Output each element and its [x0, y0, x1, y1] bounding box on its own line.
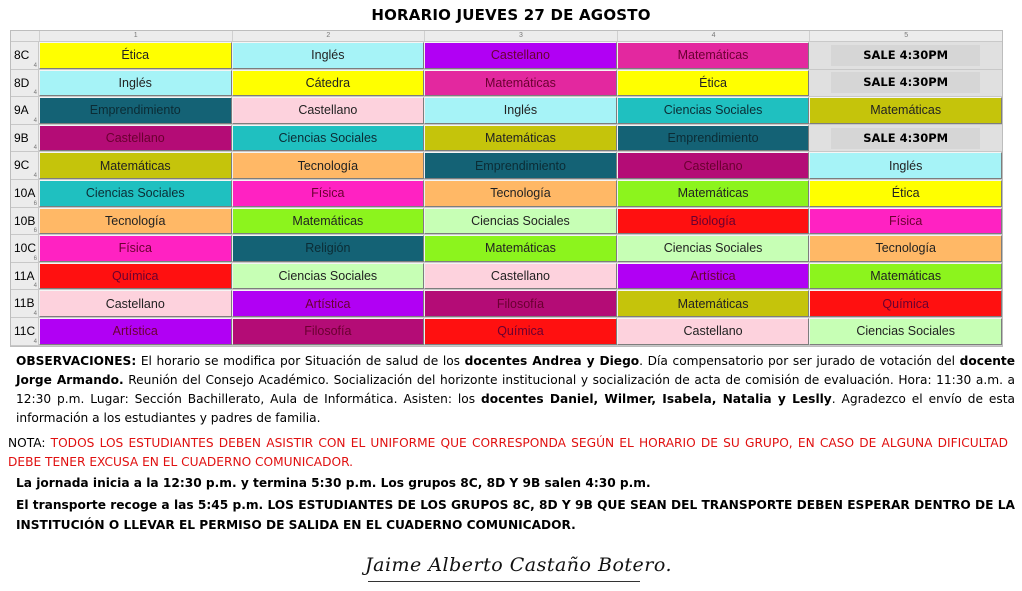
schedule-cell: Física — [809, 208, 1002, 235]
schedule-rows — [11, 42, 1002, 346]
schedule-cell: Ciencias Sociales — [809, 318, 1002, 345]
schedule-cell: Religión — [232, 235, 425, 262]
schedule-cell: Ciencias Sociales — [617, 97, 810, 124]
row-header — [11, 152, 39, 179]
sale-label: SALE 4:30PM — [831, 128, 980, 149]
group-index: 4 — [33, 90, 37, 97]
group-index: 4 — [33, 338, 37, 345]
group-label: 8D — [14, 75, 30, 90]
schedule-cell: Castellano — [39, 290, 232, 317]
schedule-cell: Tecnología — [809, 235, 1002, 262]
group-label: 10B — [14, 213, 36, 228]
schedule-cell: Filosofía — [232, 318, 425, 345]
obs-bold: docentes Daniel, Wilmer, Isabela, Natalia y Leslly — [480, 392, 832, 406]
schedule-cell: Emprendimiento — [617, 125, 810, 152]
schedule-cell: Castellano — [617, 152, 810, 179]
schedule-cell: Emprendimiento — [424, 152, 617, 179]
group-label: 11C — [14, 323, 36, 338]
group-index: 4 — [33, 283, 37, 290]
row-header — [11, 97, 39, 124]
sale-cell — [809, 70, 1002, 97]
schedule-cell: Castellano — [617, 318, 810, 345]
schedule-cell: Biología — [617, 208, 810, 235]
row-header — [11, 263, 39, 290]
column-header: 5 — [809, 31, 1002, 41]
row-header — [11, 70, 39, 97]
group-index: 6 — [33, 200, 37, 207]
row-header — [11, 318, 39, 345]
group-index: 4 — [33, 172, 37, 179]
schedule-cell: Castellano — [232, 97, 425, 124]
nota-label: NOTA: — [8, 436, 51, 450]
row-header — [11, 42, 39, 69]
schedule-cell: Ética — [809, 180, 1002, 207]
schedule-cell: Tecnología — [39, 208, 232, 235]
table-row — [11, 42, 1002, 70]
schedule-cell: Matemáticas — [617, 180, 810, 207]
signature-underline — [368, 581, 640, 582]
group-index: 6 — [33, 255, 37, 262]
schedule-cell: Artística — [232, 290, 425, 317]
schedule-cell: Tecnología — [232, 152, 425, 179]
schedule-cell: Inglés — [232, 42, 425, 69]
obs-text: . Día compensatorio por ser jurado de votación del — [639, 354, 960, 368]
obs-bold: docentes Andrea y Diego — [464, 354, 640, 368]
sale-label: SALE 4:30PM — [831, 45, 980, 66]
sale-label: SALE 4:30PM — [831, 72, 980, 93]
table-row — [11, 290, 1002, 318]
table-row — [11, 263, 1002, 291]
schedule-cell: Castellano — [424, 263, 617, 290]
schedule-cell: Matemáticas — [232, 208, 425, 235]
schedule-cell: Física — [232, 180, 425, 207]
schedule-cell: Física — [39, 235, 232, 262]
row-header — [11, 125, 39, 152]
observaciones-paragraph — [16, 352, 1015, 428]
table-row — [11, 318, 1002, 346]
group-index: 4 — [33, 117, 37, 124]
schedule-cell: Artística — [617, 263, 810, 290]
group-label: 9C — [14, 158, 30, 173]
schedule-cell: Filosofía — [424, 290, 617, 317]
schedule-cell: Ciencias Sociales — [232, 125, 425, 152]
column-header: 2 — [232, 31, 425, 41]
schedule-cell: Castellano — [39, 125, 232, 152]
schedule-table — [10, 30, 1003, 347]
obs-bold: docente Jorge Armando. — [16, 354, 1015, 387]
group-label: 10C — [14, 241, 37, 256]
schedule-cell: Matemáticas — [809, 263, 1002, 290]
obs-text: Reunión del Consejo Académico. Socialización del horizonte institucional y socialización de acta de comisión de evaluación. Hora: 11:30 a.m. a 12:30 p.m. Lugar: Sección Bachillerato, Aula de Informática. Asisten: los — [16, 373, 1015, 406]
sale-cell — [809, 125, 1002, 152]
schedule-cell: Matemáticas — [424, 235, 617, 262]
schedule-cell: Matemáticas — [424, 70, 617, 97]
group-label: 11B — [14, 296, 35, 311]
signature: Jaime Alberto Castaño Botero. — [365, 554, 673, 576]
nota-text: TODOS LOS ESTUDIANTES DEBEN ASISTIR CON EL UNIFORME QUE CORRESPONDA SEGÚN EL HORARIO DE SU GRUPO, EN CASO DE ALGUNA DIFICULTAD DEBE TENER EXCUSA EN EL CUADERNO COMUNICADOR. — [8, 436, 1009, 469]
schedule-cell: Ciencias Sociales — [39, 180, 232, 207]
schedule-cell: Inglés — [424, 97, 617, 124]
schedule-cell: Emprendimiento — [39, 97, 232, 124]
group-label: 8C — [14, 48, 30, 62]
schedule-cell: Ciencias Sociales — [617, 235, 810, 262]
schedule-cell: Castellano — [424, 42, 617, 69]
transporte-text: El transporte recoge a las 5:45 p.m. LOS ESTUDIANTES DE LOS GRUPOS 8C, 8D Y 9B QUE SEAN DEL TRANSPORTE DEBEN ESPERAR DENTRO DE LA INSTITUCIÓN O LLEVAR EL PERMISO DE SALIDA EN EL CUADERNO COMUNICADOR. — [16, 498, 1015, 532]
schedule-cell: Cátedra — [232, 70, 425, 97]
schedule-cell: Matemáticas — [617, 290, 810, 317]
table-row — [11, 70, 1002, 98]
schedule-cell: Ciencias Sociales — [232, 263, 425, 290]
group-index: 4 — [33, 310, 37, 317]
table-row — [11, 97, 1002, 125]
page-title: HORARIO JUEVES 27 DE AGOSTO — [371, 6, 651, 24]
nota-paragraph — [8, 434, 1008, 472]
column-header: 4 — [617, 31, 810, 41]
group-label: 10A — [14, 185, 36, 200]
schedule-cell: Química — [424, 318, 617, 345]
group-label: 11A — [14, 268, 35, 283]
column-header-row — [11, 31, 1002, 42]
jornada-text: La jornada inicia a la 12:30 p.m. y termina 5:30 p.m. Los grupos 8C, 8D Y 9B salen 4:30 p.m. — [16, 476, 651, 490]
row-header — [11, 180, 39, 207]
schedule-cell: Química — [809, 290, 1002, 317]
schedule-cell: Ciencias Sociales — [424, 208, 617, 235]
group-index: 4 — [33, 145, 37, 152]
schedule-cell: Tecnología — [424, 180, 617, 207]
schedule-cell: Matemáticas — [809, 97, 1002, 124]
table-row — [11, 208, 1002, 236]
schedule-cell: Ética — [617, 70, 810, 97]
row-header — [11, 208, 39, 235]
header-corner — [11, 31, 39, 41]
table-row — [11, 235, 1002, 263]
row-header — [11, 290, 39, 317]
schedule-cell: Inglés — [39, 70, 232, 97]
group-index: 4 — [33, 62, 37, 69]
column-header: 1 — [39, 31, 232, 41]
schedule-cell: Matemáticas — [617, 42, 810, 69]
column-header: 3 — [424, 31, 617, 41]
schedule-cell: Matemáticas — [424, 125, 617, 152]
observaciones-label: OBSERVACIONES: — [16, 354, 137, 368]
schedule-cell: Matemáticas — [39, 152, 232, 179]
table-row — [11, 152, 1002, 180]
table-row — [11, 125, 1002, 153]
row-header — [11, 235, 39, 262]
table-row — [11, 180, 1002, 208]
schedule-cell: Química — [39, 263, 232, 290]
obs-text: . Agradezco el envío de esta información a los estudiantes y padres de familia. — [16, 392, 1015, 425]
sale-cell — [809, 42, 1002, 69]
obs-text: El horario se modifica por Situación de salud de los — [136, 354, 465, 368]
schedule-cell: Inglés — [809, 152, 1002, 179]
schedule-cell: Artística — [39, 318, 232, 345]
group-label: 9B — [14, 130, 29, 145]
group-index: 6 — [33, 228, 37, 235]
group-label: 9A — [14, 103, 29, 118]
schedule-cell: Ética — [39, 42, 232, 69]
